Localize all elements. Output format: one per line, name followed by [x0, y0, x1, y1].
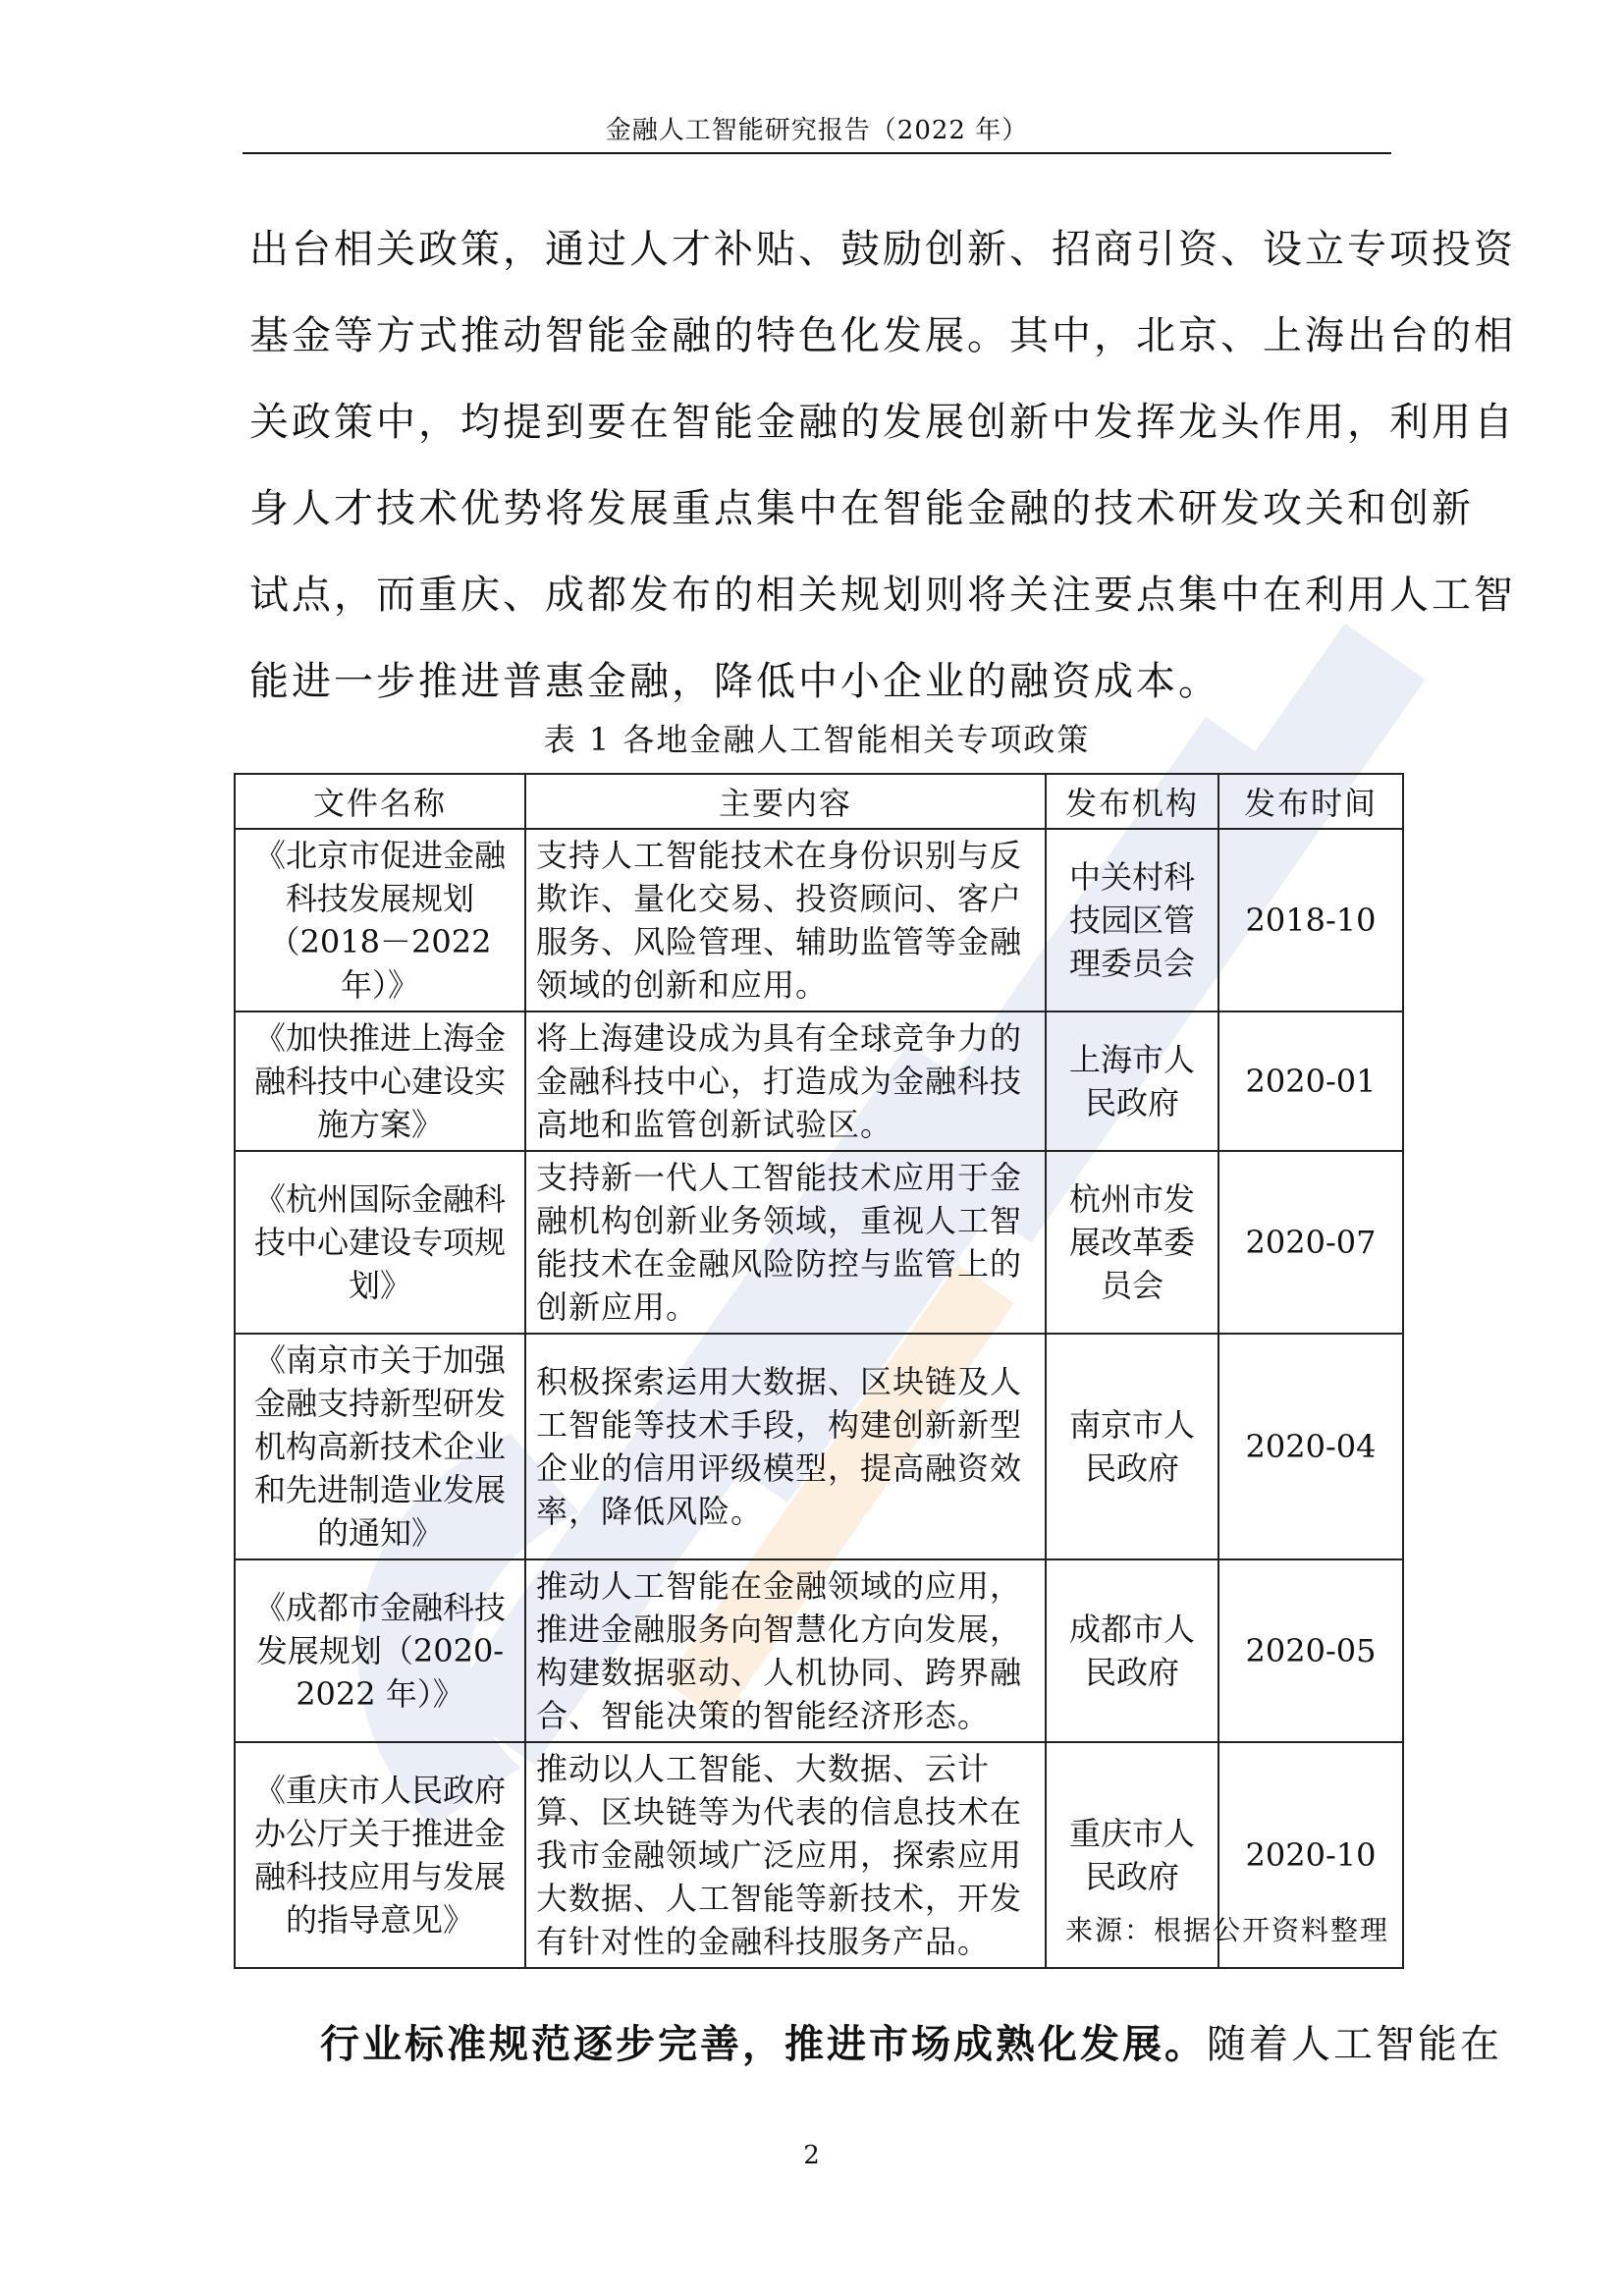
header-date: 发布时间 [1218, 774, 1403, 829]
header-divider [243, 152, 1391, 154]
paragraph-lead-bold: 行业标准规范逐步完善，推进市场成熟化发展。 [320, 2022, 1207, 2067]
paragraph-text: 随着人工智能在 [1207, 2022, 1502, 2067]
org-cell: 中关村科技园区管理委员会 [1046, 829, 1218, 1011]
table-header-row [235, 774, 1403, 829]
org-cell: 成都市人民政府 [1046, 1559, 1218, 1742]
table-caption: 表 1 各地金融人工智能相关专项政策 [543, 721, 1091, 758]
date-cell: 2020-05 [1218, 1559, 1403, 1742]
content-cell: 将上海建设成为具有全球竞争力的金融科技中心，打造成为金融科技高地和监管创新试验区。 [525, 1011, 1046, 1151]
content-cell: 支持新一代人工智能技术应用于金融机构创新业务领域，重视人工智能技术在金融风险防控与监管上的创新应用。 [525, 1151, 1046, 1334]
date-cell: 2018-10 [1218, 829, 1403, 1011]
paragraph-line: 身人才技术优势将发展重点集中在智能金融的技术研发攻关和创新 [249, 486, 1474, 531]
doc-name-cell: 《北京市促进金融科技发展规划（2018－2022年）》 [235, 829, 525, 1011]
paragraph-line: 试点，而重庆、成都发布的相关规划则将关注要点集中在利用人工智 [249, 573, 1516, 618]
doc-name-cell: 《南京市关于加强金融支持新型研发机构高新技术企业和先进制造业发展的通知》 [235, 1334, 525, 1559]
date-cell: 2020-04 [1218, 1334, 1403, 1559]
policy-table [234, 773, 1404, 1969]
paragraph-line: 关政策中，均提到要在智能金融的发展创新中发挥龙头作用，利用自 [249, 400, 1516, 445]
intro-paragraph [249, 206, 1516, 725]
table-row [235, 829, 1403, 1011]
date-cell: 2020-10 [1218, 1742, 1403, 1968]
doc-name-cell: 《加快推进上海金融科技中心建设实施方案》 [235, 1011, 525, 1151]
header-content: 主要内容 [525, 774, 1046, 829]
paragraph-line: 出台相关政策，通过人才补贴、鼓励创新、招商引资、设立专项投资 [249, 227, 1516, 272]
table-row [235, 1334, 1403, 1559]
org-cell: 南京市人民政府 [1046, 1334, 1218, 1559]
next-paragraph [320, 2013, 1502, 2069]
org-cell: 重庆市人民政府 [1046, 1742, 1218, 1968]
org-cell: 上海市人民政府 [1046, 1011, 1218, 1151]
date-cell: 2020-07 [1218, 1151, 1403, 1334]
paragraph-line: 能进一步推进普惠金融，降低中小企业的融资成本。 [249, 659, 1220, 704]
doc-name-cell: 《成都市金融科技发展规划（2020-2022 年）》 [235, 1559, 525, 1742]
page-header: 金融人工智能研究报告（2022 年） [605, 116, 1029, 145]
header-org: 发布机构 [1046, 774, 1218, 829]
doc-name-cell: 《杭州国际金融科技中心建设专项规划》 [235, 1151, 525, 1334]
date-cell: 2020-01 [1218, 1011, 1403, 1151]
paragraph-line: 基金等方式推动智能金融的特色化发展。其中，北京、上海出台的相 [249, 313, 1516, 358]
table-row [235, 1559, 1403, 1742]
header-doc-name: 文件名称 [235, 774, 525, 829]
table-row [235, 1151, 1403, 1334]
org-cell: 杭州市发展改革委员会 [1046, 1151, 1218, 1334]
content-cell: 支持人工智能技术在身份识别与反欺诈、量化交易、投资顾问、客户服务、风险管理、辅助监管等金融领域的创新和应用。 [525, 829, 1046, 1011]
page-number: 2 [803, 2141, 820, 2170]
doc-name-cell: 《重庆市人民政府办公厅关于推进金融科技应用与发展的指导意见》 [235, 1742, 525, 1968]
table-source-note: 来源：根据公开资料整理 [1064, 1914, 1389, 1946]
content-cell: 推动以人工智能、大数据、云计算、区块链等为代表的信息技术在我市金融领域广泛应用，探索应用大数据、人工智能等新技术，开发有针对性的金融科技服务产品。 [525, 1742, 1046, 1968]
table-row [235, 1011, 1403, 1151]
content-cell: 推动人工智能在金融领域的应用，推进金融服务向智慧化方向发展，构建数据驱动、人机协同、跨界融合、智能决策的智能经济形态。 [525, 1559, 1046, 1742]
content-cell: 积极探索运用大数据、区块链及人工智能等技术手段，构建创新新型企业的信用评级模型，提高融资效率，降低风险。 [525, 1334, 1046, 1559]
